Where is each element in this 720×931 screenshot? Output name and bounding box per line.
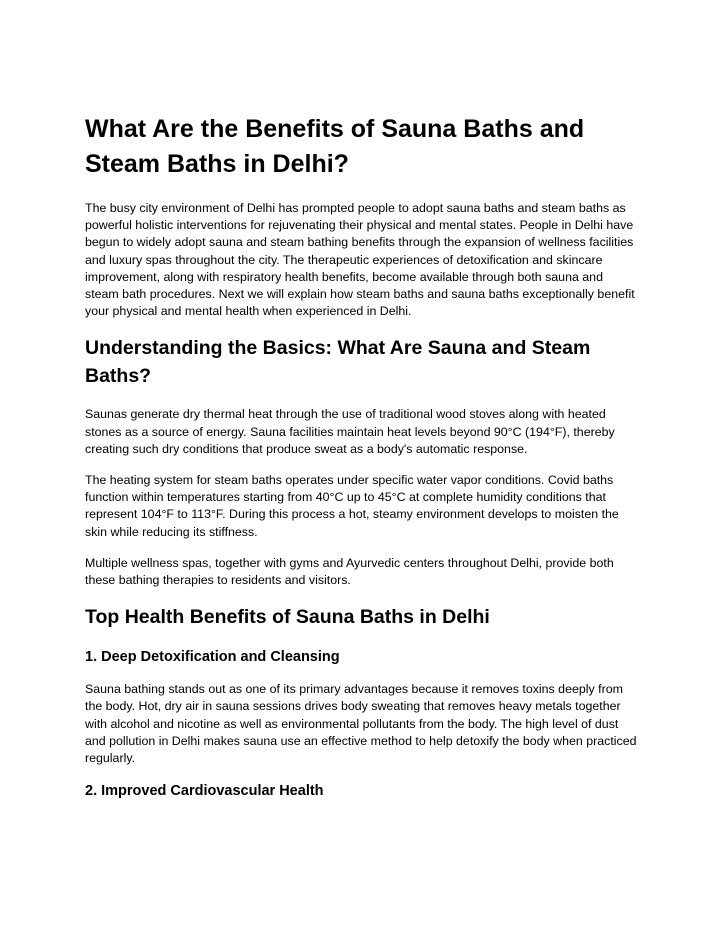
section-heading-benefits: Top Health Benefits of Sauna Baths in Delhi xyxy=(85,606,490,629)
subheading-detox: 1. Deep Detoxification and Cleansing xyxy=(85,649,340,666)
basics-paragraph-1: Saunas generate dry thermal heat through the use of traditional wood stoves along with heated stones as a source of energy. Sauna facilities maintain heat levels beyond 90°C (194°F), thereby creating such dry conditions that produce sweat as a body's automatic response. xyxy=(85,407,615,456)
subheading-cardio: 2. Improved Cardiovascular Health xyxy=(85,783,324,800)
document-page xyxy=(85,112,637,815)
section-heading-basics: Understanding the Basics: What Are Sauna and Steam Baths? xyxy=(85,337,591,388)
intro-paragraph: The busy city environment of Delhi has prompted people to adopt sauna baths and steam baths as powerful holistic interventions for rejuvenating their physical and mental states. People in Delhi have begun to widely adopt sauna and steam bathing benefits through the expansion of wellness facilities and luxury spas throughout the city. The therapeutic experiences of detoxification and skincare improvement, along with respiratory health benefits, become available through both sauna and steam bath procedures. Next we will explain how steam baths and sauna baths exceptionally benefit your physical and mental health when experienced in Delhi. xyxy=(85,201,635,319)
page-title: What Are the Benefits of Sauna Baths and Steam Baths in Delhi? xyxy=(85,115,585,178)
basics-paragraph-2: The heating system for steam baths operates under specific water vapor conditions. Covid baths function within temperatures starting from 40°C up to 45°C at complete humidity conditions that represent 104°F to 113°F. During this process a hot, steamy environment develops to moisten the skin while reducing its stiffness. xyxy=(85,473,619,539)
detox-paragraph: Sauna bathing stands out as one of its primary advantages because it removes toxins deeply from the body. Hot, dry air in sauna sessions drives body sweating that removes heavy metals together with alcohol and nicotine as well as environmental pollutants from the body. The high level of dust and pollution in Delhi makes sauna use an effective method to help detoxify the body when practiced regularly. xyxy=(85,682,637,766)
basics-paragraph-3: Multiple wellness spas, together with gyms and Ayurvedic centers throughout Delhi, provide both these bathing therapies to residents and visitors. xyxy=(85,555,614,588)
